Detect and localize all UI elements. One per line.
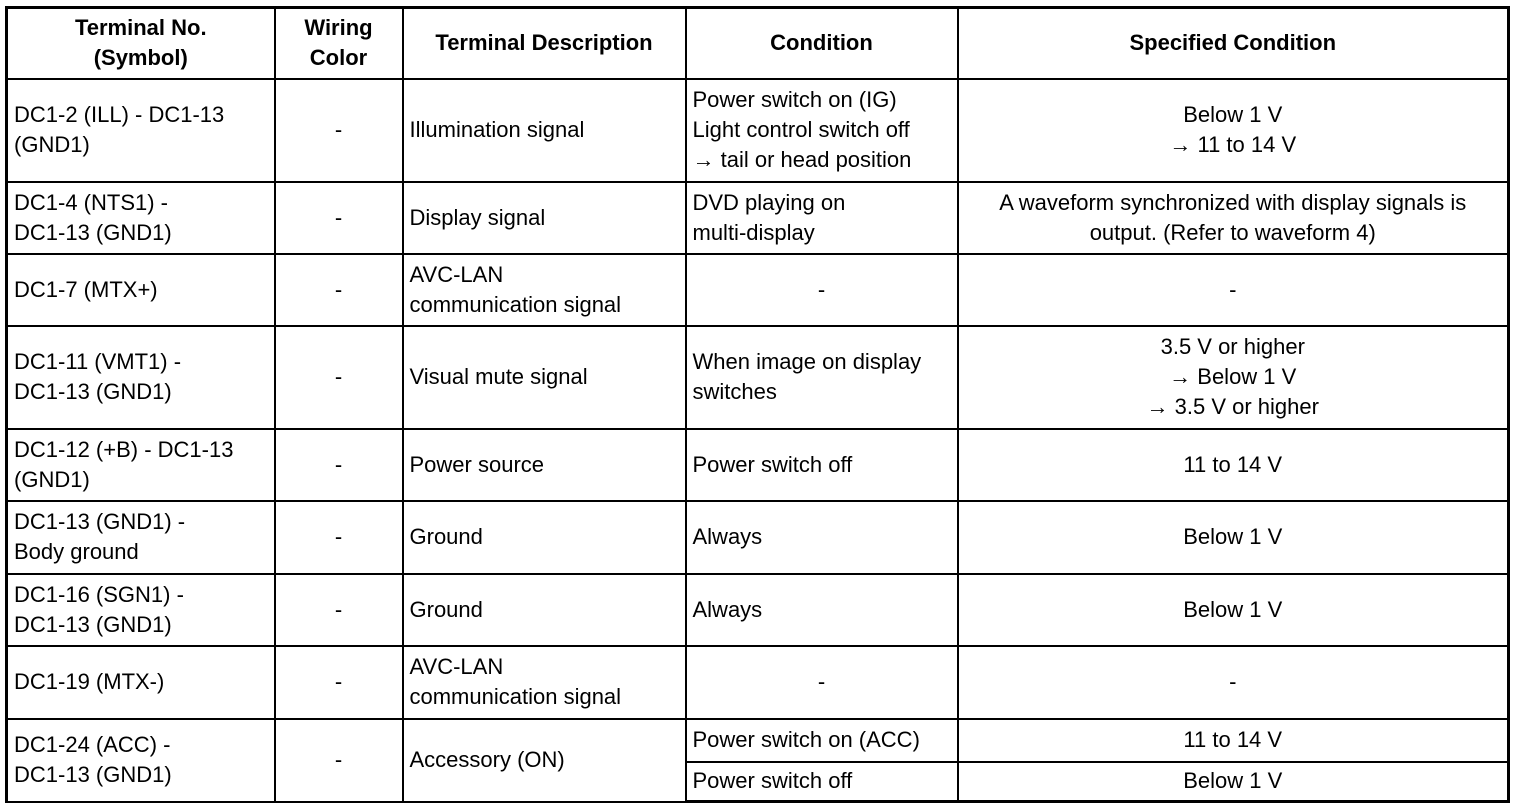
table-row: [7, 574, 1509, 646]
cell-wiring-color: -: [275, 646, 403, 719]
table-row: [7, 326, 1509, 429]
cell-terminal: DC1-24 (ACC) - DC1-13 (GND1): [7, 719, 275, 802]
table-row: [7, 719, 1509, 762]
terminal-spec-sheet: [5, 6, 1510, 803]
cell-terminal: DC1-4 (NTS1) - DC1-13 (GND1): [7, 182, 275, 254]
cell-condition: -: [686, 254, 958, 326]
cell-wiring-color: -: [275, 79, 403, 182]
cell-terminal: DC1-2 (ILL) - DC1-13 (GND1): [7, 79, 275, 182]
table-row: [7, 501, 1509, 574]
cell-specified-condition: Below 1 V: [958, 574, 1509, 646]
cell-condition: Power switch off: [686, 762, 958, 802]
cell-specified-condition: -: [958, 254, 1509, 326]
cell-wiring-color: -: [275, 501, 403, 574]
cell-wiring-color: -: [275, 429, 403, 501]
cell-specified-condition: 11 to 14 V: [958, 719, 1509, 762]
cell-condition: Always: [686, 501, 958, 574]
cell-wiring-color: -: [275, 574, 403, 646]
cell-specified-condition: -: [958, 646, 1509, 719]
cell-condition: Always: [686, 574, 958, 646]
cell-condition: -: [686, 646, 958, 719]
cell-terminal: DC1-7 (MTX+): [7, 254, 275, 326]
cell-wiring-color: -: [275, 254, 403, 326]
table-row: [7, 429, 1509, 501]
header-terminal-description: Terminal Description: [403, 8, 686, 79]
header-terminal-no: Terminal No. (Symbol): [7, 8, 275, 79]
cell-description: Display signal: [403, 182, 686, 254]
cell-description: Power source: [403, 429, 686, 501]
cell-description: Ground: [403, 574, 686, 646]
cell-description: AVC-LAN communication signal: [403, 646, 686, 719]
table-header-row: [7, 8, 1509, 79]
cell-condition: Power switch off: [686, 429, 958, 501]
table-row: [7, 79, 1509, 182]
cell-specified-condition: 3.5 V or higher → Below 1 V → 3.5 V or higher: [958, 326, 1509, 429]
cell-specified-condition: A waveform synchronized with display signals is output. (Refer to waveform 4): [958, 182, 1509, 254]
header-condition: Condition: [686, 8, 958, 79]
cell-description: Accessory (ON): [403, 719, 686, 802]
table-row: [7, 254, 1509, 326]
cell-condition: DVD playing on multi-display: [686, 182, 958, 254]
cell-description: AVC-LAN communication signal: [403, 254, 686, 326]
cell-specified-condition: Below 1 V: [958, 501, 1509, 574]
cell-terminal: DC1-19 (MTX-): [7, 646, 275, 719]
table-row: [7, 182, 1509, 254]
cell-description: Visual mute signal: [403, 326, 686, 429]
cell-condition: Power switch on (ACC): [686, 719, 958, 762]
cell-terminal: DC1-16 (SGN1) - DC1-13 (GND1): [7, 574, 275, 646]
cell-description: Ground: [403, 501, 686, 574]
cell-condition: Power switch on (IG) Light control switch off → tail or head position: [686, 79, 958, 182]
cell-wiring-color: -: [275, 182, 403, 254]
cell-specified-condition: Below 1 V → 11 to 14 V: [958, 79, 1509, 182]
cell-wiring-color: -: [275, 719, 403, 802]
header-wiring-color: Wiring Color: [275, 8, 403, 79]
cell-specified-condition: Below 1 V: [958, 762, 1509, 802]
cell-terminal: DC1-11 (VMT1) - DC1-13 (GND1): [7, 326, 275, 429]
cell-terminal: DC1-12 (+B) - DC1-13 (GND1): [7, 429, 275, 501]
cell-specified-condition: 11 to 14 V: [958, 429, 1509, 501]
table-row: [7, 646, 1509, 719]
cell-terminal: DC1-13 (GND1) - Body ground: [7, 501, 275, 574]
header-specified-condition: Specified Condition: [958, 8, 1509, 79]
cell-condition: When image on display switches: [686, 326, 958, 429]
cell-wiring-color: -: [275, 326, 403, 429]
terminal-spec-table: [5, 6, 1510, 803]
cell-description: Illumination signal: [403, 79, 686, 182]
